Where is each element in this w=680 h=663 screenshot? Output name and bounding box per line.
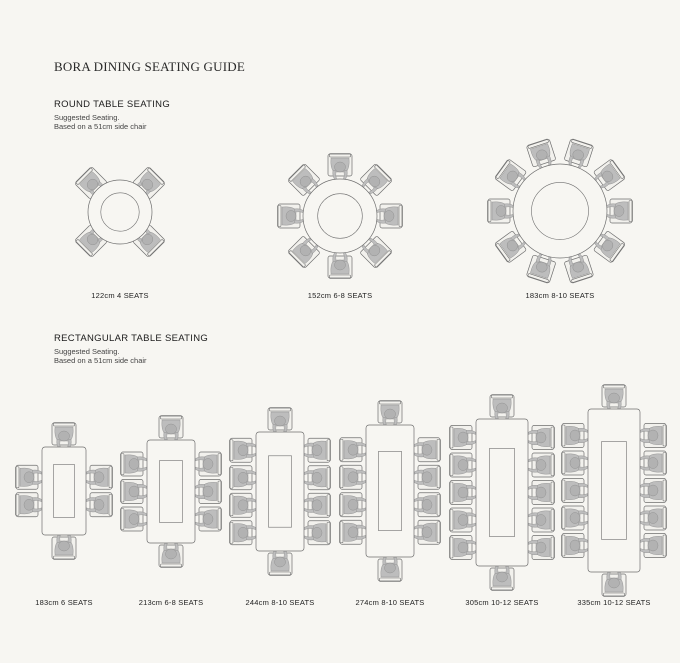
rect-4-chair-right (414, 520, 441, 544)
rect-5-chair-right (528, 453, 555, 477)
rect-table-5 (476, 419, 528, 566)
rect-table-1-label: 183cm 6 SEATS (35, 598, 93, 607)
rect-1-chair-left (16, 493, 43, 517)
rect-4-chair-left (340, 520, 367, 544)
rect-3-chair-top (268, 408, 292, 435)
round-table-2 (303, 179, 377, 253)
rect-3-chair-left (230, 521, 257, 545)
rect-3-chair-right (304, 521, 331, 545)
rect-table-6-label: 335cm 10-12 SEATS (577, 598, 651, 607)
rect-2-chair-top (159, 416, 183, 443)
rect-5-chair-left (450, 426, 477, 450)
round-3-chair (606, 199, 633, 223)
rect-6-chair-right (640, 424, 667, 448)
rect-3-chair-right (304, 493, 331, 517)
rect-4-chair-left (340, 465, 367, 489)
page-title: BORA DINING SEATING GUIDE (54, 59, 245, 74)
round-table-1 (88, 180, 152, 244)
rect-table-2 (147, 440, 195, 543)
rect-table-4-label: 274cm 8-10 SEATS (355, 598, 425, 607)
rect-2-chair-bottom (159, 541, 183, 568)
rect-5-chair-right (528, 508, 555, 532)
rect-table-5-label: 305cm 10-12 SEATS (465, 598, 539, 607)
rect-6-chair-left (562, 424, 589, 448)
rect-5-chair-left (450, 508, 477, 532)
rect-2-chair-right (195, 507, 222, 531)
rect-4-chair-top (378, 401, 402, 428)
rect-5-chair-top (490, 395, 514, 422)
rect-table-2-label: 213cm 6-8 SEATS (138, 598, 204, 607)
rect-3-chair-left (230, 493, 257, 517)
rect-4-chair-right (414, 438, 441, 462)
rect-3-chair-bottom (268, 549, 292, 576)
rect-4-chair-right (414, 493, 441, 517)
rect-4-chair-bottom (378, 555, 402, 582)
round-section-title: ROUND TABLE SEATING (54, 99, 171, 110)
rect-table-4 (366, 425, 414, 557)
round-subtitle-1: Suggested Seating. (54, 113, 120, 122)
rect-6-chair-left (562, 451, 589, 475)
rect-4-chair-left (340, 438, 367, 462)
rect-2-chair-right (195, 480, 222, 504)
rect-2-chair-left (121, 452, 148, 476)
rect-6-chair-left (562, 534, 589, 558)
round-3-chair (488, 199, 515, 223)
rect-subtitle-2: Based on a 51cm side chair (54, 356, 147, 365)
rect-section-title: RECTANGULAR TABLE SEATING (54, 333, 209, 344)
rect-5-chair-left (450, 453, 477, 477)
rect-table-3-label: 244cm 8-10 SEATS (245, 598, 315, 607)
rect-6-chair-top (602, 385, 626, 412)
rect-5-chair-left (450, 481, 477, 505)
rect-table-6 (588, 409, 640, 572)
rect-5-chair-right (528, 426, 555, 450)
round-table-2-label: 152cm 6-8 SEATS (307, 291, 373, 300)
rect-6-chair-right (640, 506, 667, 530)
rect-6-chair-bottom (602, 570, 626, 597)
rect-table-1 (42, 447, 86, 535)
rect-5-chair-left (450, 536, 477, 560)
rect-subtitle-1: Suggested Seating. (54, 347, 120, 356)
rect-6-chair-right (640, 451, 667, 475)
rect-1-chair-left (16, 465, 43, 489)
rect-1-chair-bottom (52, 533, 76, 560)
rect-5-chair-right (528, 536, 555, 560)
rect-table-3 (256, 432, 304, 551)
rect-2-chair-left (121, 507, 148, 531)
round-table-1-label: 122cm 4 SEATS (91, 291, 149, 300)
rect-6-chair-right (640, 479, 667, 503)
rect-3-chair-left (230, 466, 257, 490)
rect-4-chair-left (340, 493, 367, 517)
rect-6-chair-left (562, 479, 589, 503)
round-2-chair (328, 154, 352, 181)
rect-6-chair-right (640, 534, 667, 558)
rect-2-chair-left (121, 480, 148, 504)
rect-5-chair-right (528, 481, 555, 505)
rect-1-chair-right (86, 493, 113, 517)
rect-2-chair-right (195, 452, 222, 476)
round-subtitle-2: Based on a 51cm side chair (54, 122, 147, 131)
rect-1-chair-right (86, 465, 113, 489)
rect-3-chair-right (304, 438, 331, 462)
rect-5-chair-bottom (490, 564, 514, 591)
rect-3-chair-left (230, 438, 257, 462)
round-2-chair (328, 252, 352, 279)
round-table-3-label: 183cm 8-10 SEATS (525, 291, 595, 300)
rect-4-chair-right (414, 465, 441, 489)
rect-1-chair-top (52, 423, 76, 450)
rect-3-chair-right (304, 466, 331, 490)
round-2-chair (376, 204, 403, 228)
round-2-chair (278, 204, 305, 228)
round-table-3 (513, 164, 607, 258)
rect-6-chair-left (562, 506, 589, 530)
